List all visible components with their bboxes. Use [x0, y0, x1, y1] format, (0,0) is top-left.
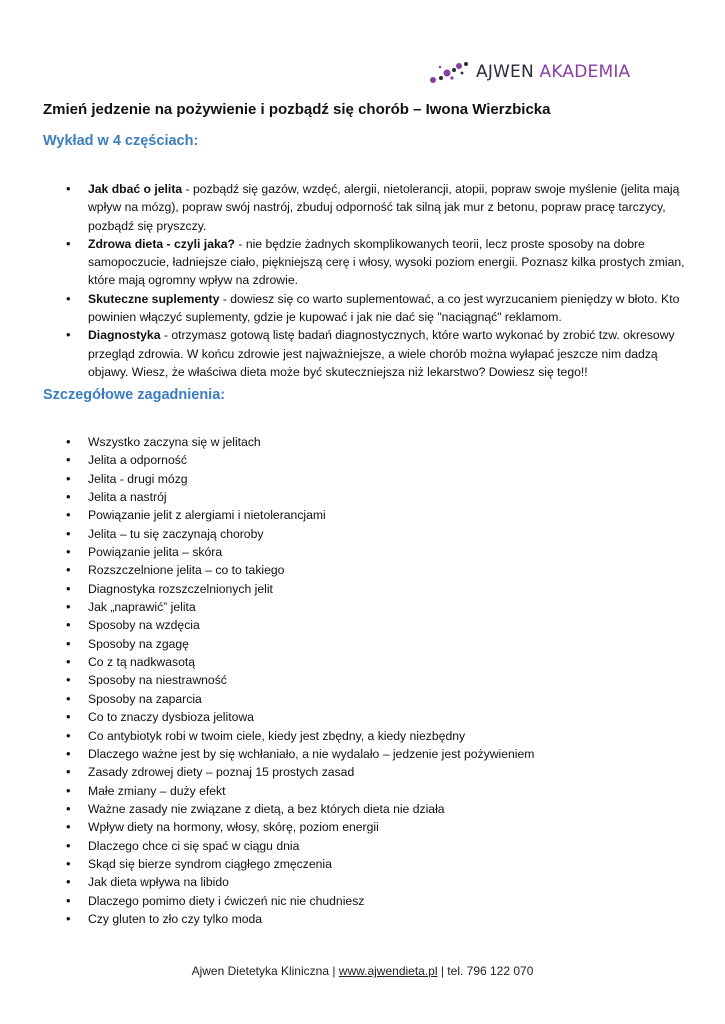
document-title: Zmień jedzenie na pożywienie i pozbądź się chorób – Iwona Wierzbicka: [43, 101, 551, 118]
ajwen-akademia-logo: [428, 56, 678, 88]
topic-item: • Wpływ diety na hormony, włosy, skórę, poziom energii: [66, 818, 686, 836]
lecture-part-description: - otrzymasz gotową listę badań diagnostycznych, które warto wykonać by zrobić tzw. okresowy przegląd zdrowia. W końcu zdrowie jest najważniejsze, a wiele chorób można wyłapać jeszcze nim dadzą objawy. Wiesz, że właściwa dieta może być skuteczniejsza niż lekarstwo? Dowiesz się tego!!: [88, 328, 675, 379]
lecture-part-item: [66, 235, 686, 290]
topic-item: • Dlaczego chce ci się spać w ciągu dnia: [66, 837, 686, 855]
topic-item: • Dlaczego ważne jest by się wchłaniało, a nie wydalało – jedzenie jest pożywieniem: [66, 745, 686, 763]
topic-item: • Sposoby na zaparcia: [66, 690, 686, 708]
lecture-part-description: - nie będzie żadnych skomplikowanych teorii, lecz proste sposoby na dobre samopoczucie, ładniejsze ciało, piękniejszą cerę i włosy, wysoki poziom energii. Poznasz kilka prostych zmian, które mają ogromny wpływ na zdrowie.: [88, 236, 685, 288]
topic-item: • Powiązanie jelit z alergiami i nietolerancjami: [66, 506, 686, 524]
footer-website-link[interactable]: www.ajwendieta.pl: [338, 964, 438, 978]
topic-item: • Skąd się bierze syndrom ciągłego zmęczenia: [66, 855, 686, 873]
topic-item: • Czy gluten to zło czy tylko moda: [66, 910, 686, 928]
topic-item: • Zasady zdrowej diety – poznaj 15 prostych zasad: [66, 763, 686, 781]
logo-text-ajwen: AJWEN: [476, 62, 534, 82]
topic-item: • Sposoby na niestrawność: [66, 671, 686, 689]
page-footer: [0, 964, 725, 978]
lecture-part-description: - dowiesz się co warto suplementować, a co jest wyrzucaniem pieniędzy w błoto. Kto powinien włączyć suplementy, gdzie je kupować i jak nie dać się "naciągnąć" reklamom.: [88, 291, 680, 325]
topic-item: • Jelita a nastrój: [66, 488, 686, 506]
topic-item: • Wszystko zaczyna się w jelitach: [66, 433, 686, 451]
molecule-dots-icon: [428, 58, 472, 86]
lecture-part-title: Jak dbać o jelita: [88, 182, 183, 196]
topic-item: • Co antybiotyk robi w twoim ciele, kiedy jest zbędny, a kiedy niezbędny: [66, 727, 686, 745]
lecture-part-description: - pozbądź się gazów, wzdęć, alergii, nietolerancji, atopii, popraw swoje myślenie (jelita mają wpływ na mózg), popraw swój nastrój, zbuduj odporność tak silną jak mur z betonu, popraw pracę tarczycy, pozbądź się pryszczy.: [88, 182, 680, 233]
lecture-part-title: Zdrowa dieta - czyli jaka?: [88, 236, 235, 251]
lecture-parts-list: [66, 180, 686, 381]
topic-item: • Jelita - drugi mózg: [66, 470, 686, 488]
topic-item: • Rozszczelnione jelita – co to takiego: [66, 561, 686, 579]
footer-phone: | tel. 796 122 070: [440, 964, 534, 978]
logo-text-akademia: AKADEMIA: [539, 62, 631, 82]
topic-item: • Jelita a odporność: [66, 451, 686, 469]
topic-item: • Sposoby na wzdęcia: [66, 616, 686, 634]
topic-item: • Jelita – tu się zaczynają choroby: [66, 525, 686, 543]
topic-item: • Jak „naprawić” jelita: [66, 598, 686, 616]
footer-company: Ajwen Dietetyka Kliniczna |: [191, 964, 336, 978]
lecture-parts-heading: Wykład w 4 częściach:: [43, 133, 199, 149]
lecture-part-item: [66, 326, 686, 381]
detailed-topics-list: [66, 433, 686, 928]
topic-item: • Diagnostyka rozszczelnionych jelit: [66, 580, 686, 598]
topic-item: • Małe zmiany – duży efekt: [66, 782, 686, 800]
topic-item: • Co z tą nadkwasotą: [66, 653, 686, 671]
topic-item: • Co to znaczy dysbioza jelitowa: [66, 708, 686, 726]
detailed-topics-heading: Szczegółowe zagadnienia:: [43, 387, 226, 403]
logo-text: [476, 62, 630, 82]
lecture-part-title: Skuteczne suplementy: [88, 291, 220, 306]
lecture-part-item: [66, 290, 686, 327]
topic-item: • Ważne zasady nie związane z dietą, a bez których dieta nie działa: [66, 800, 686, 818]
lecture-part-title: Diagnostyka: [88, 328, 161, 343]
topic-item: • Jak dieta wpływa na libido: [66, 873, 686, 891]
topic-item: • Sposoby na zgagę: [66, 635, 686, 653]
lecture-part-item: [66, 180, 686, 235]
topic-item: • Dlaczego pomimo diety i ćwiczeń nic nie chudniesz: [66, 892, 686, 910]
topic-item: • Powiązanie jelita – skóra: [66, 543, 686, 561]
